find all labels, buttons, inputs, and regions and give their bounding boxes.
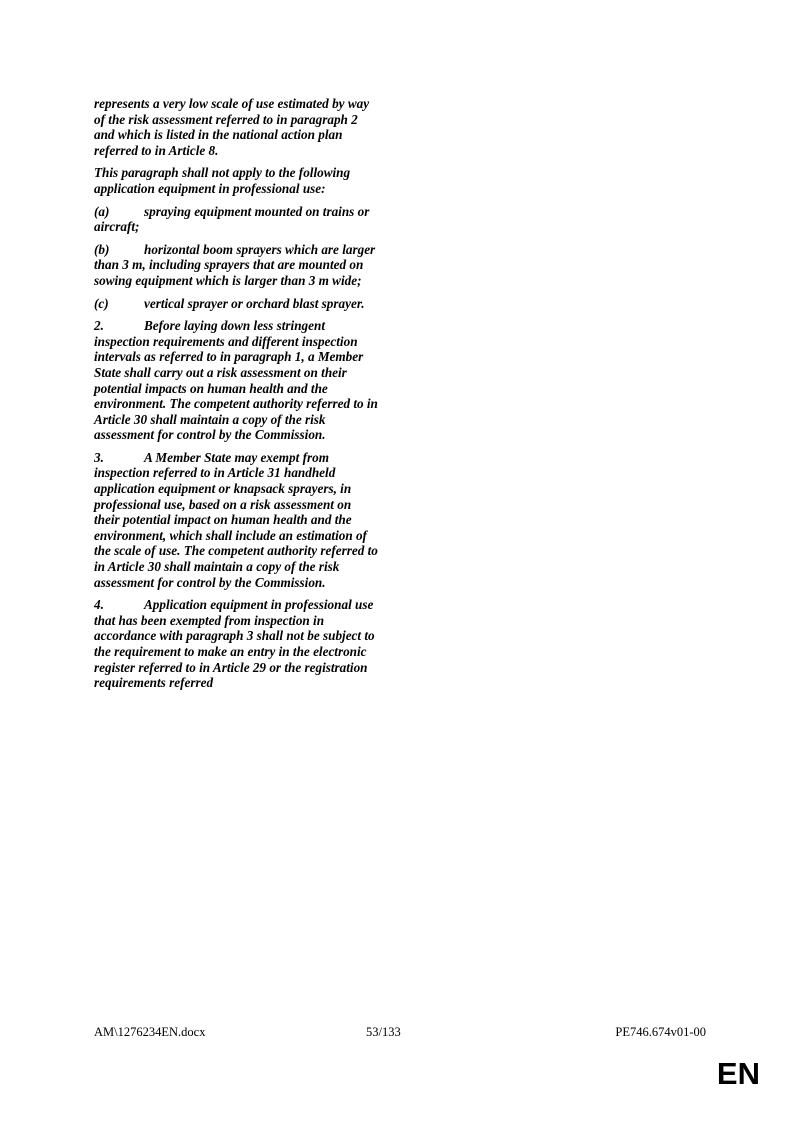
paragraph-continuation bbox=[94, 96, 379, 158]
paragraph-exclusion-intro bbox=[94, 165, 379, 196]
paragraph-text: Before laying down less stringent inspection requirements and different inspection intervals as referred to in paragraph 1, a Member State shall carry out a risk assessment on their potential impacts on human health and the environment. The competent authority referred to in Article 30 shall maintain a copy of the risk assessment for control by the Commission. bbox=[94, 318, 378, 443]
list-item-text: vertical sprayer or orchard blast sprayer. bbox=[144, 295, 365, 311]
language-code: EN bbox=[716, 1056, 760, 1091]
pe-reference: PE746.674v01-00 bbox=[615, 1025, 706, 1039]
list-item-text: horizontal boom sprayers which are larger than 3 m, including sprayers that are mounted on sowing equipment which is larger than 3 m wide; bbox=[94, 241, 376, 288]
paragraph-2 bbox=[94, 318, 379, 443]
list-item-c bbox=[94, 296, 379, 312]
paragraph-text: represents a very low scale of use estimated by way of the risk assessment referred to in paragraph 2 and which is listed in the national action plan referred to in Article 8. bbox=[94, 96, 370, 158]
list-item-b bbox=[94, 242, 379, 289]
paragraph-text: This paragraph shall not apply to the following application equipment in professional use: bbox=[94, 165, 351, 196]
list-item-text: spraying equipment mounted on trains or aircraft; bbox=[94, 203, 370, 235]
list-marker: (c) bbox=[94, 295, 109, 311]
list-marker: (b) bbox=[94, 241, 110, 257]
paragraph-number: 4. bbox=[94, 597, 104, 613]
list-item-a bbox=[94, 204, 379, 235]
document-reference: AM\1276234EN.docx bbox=[94, 1025, 206, 1039]
list-marker: (a) bbox=[94, 203, 110, 219]
paragraph-number: 3. bbox=[94, 449, 104, 465]
paragraph-3 bbox=[94, 450, 379, 590]
paragraph-text: A Member State may exempt from inspection referred to in Article 31 handheld application equipment or knapsack sprayers, in professional use, based on a risk assessment on their potential impact on human health and the environment, which shall include an estimation of the scale of use. The competent authority referred to in Article 30 shall maintain a copy of the risk assessment for control by the Commission. bbox=[94, 449, 378, 590]
paragraph-4 bbox=[94, 597, 379, 691]
page-number: 53/133 bbox=[366, 1025, 401, 1039]
paragraph-text: Application equipment in professional use that has been exempted from inspection in accordance with paragraph 3 shall not be subject to the requirement to make an entry in the electronic register referred to in Article 29 or the registration requirements referred bbox=[94, 597, 375, 691]
page-footer bbox=[94, 1025, 706, 1041]
paragraph-number: 2. bbox=[94, 318, 104, 334]
amendment-text-column bbox=[94, 96, 379, 698]
